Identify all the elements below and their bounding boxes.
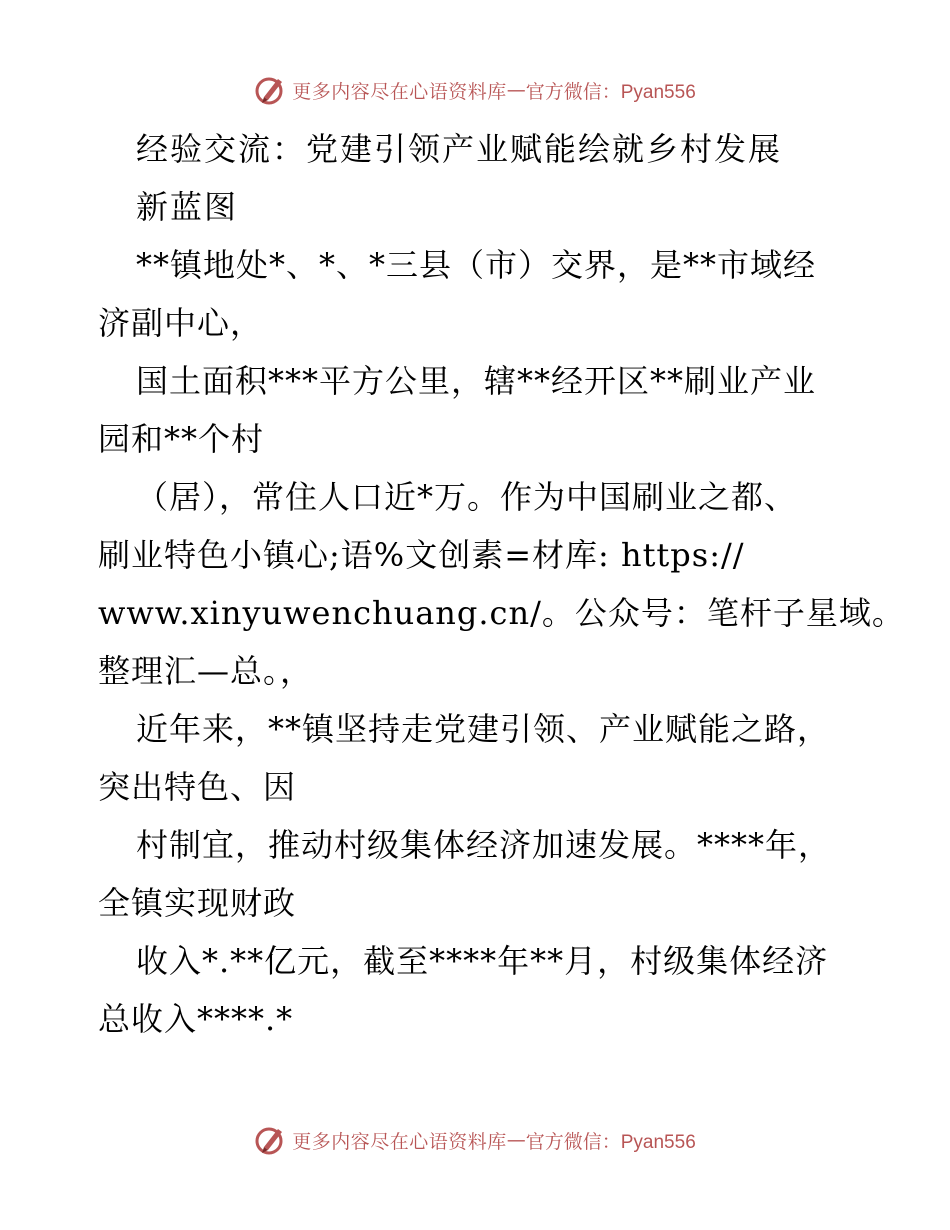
header-banner: [0, 70, 950, 110]
pen-logo-icon: [254, 73, 288, 107]
paragraph-line: 刷业特色小镇心;语%文创素=材库: https://: [98, 536, 745, 574]
paragraph-line: 国土面积***平方公里，辖**经开区**刷业产业: [136, 362, 817, 400]
paragraph-line: 近年来，**镇坚持走党建引领、产业赋能之路，: [136, 710, 831, 748]
paragraph-line: 整理汇—总。，: [98, 652, 314, 690]
paragraph-line: **镇地处*、*、*三县（市）交界，是**市域经: [136, 246, 817, 284]
footer-banner: [0, 1120, 950, 1160]
paragraph-line: （居），常住人口近*万。作为中国刷业之都、: [136, 478, 798, 516]
banner-text: 更多内容尽在心语资料库: [292, 1130, 507, 1153]
paragraph-line: 全镇实现财政: [98, 884, 297, 922]
banner-separator: —: [506, 79, 526, 101]
paragraph-line: www.xinyuwenchuang.cn/。公众号：笔杆子星域。: [98, 594, 905, 632]
banner-separator: —: [506, 1129, 526, 1151]
pen-logo-icon: [254, 1123, 288, 1157]
paragraph-line: 园和**个村: [98, 420, 265, 458]
banner-wechat: 官方微信：Pyan556: [525, 1131, 696, 1153]
document-body: [98, 120, 905, 1048]
paragraph-line: 济副中心，: [98, 304, 264, 342]
paragraph-line: 村制宜，推动村级集体经济加速发展。****年，: [136, 826, 832, 864]
banner-text: 更多内容尽在心语资料库: [292, 80, 507, 103]
paragraph-line: 突出特色、因: [98, 768, 297, 806]
document-title-line-2: 新蓝图: [136, 188, 239, 226]
paragraph-line: 收入*.**亿元，截至****年**月，村级集体经济: [136, 942, 829, 980]
banner-wechat: 官方微信：Pyan556: [525, 81, 696, 103]
paragraph-line: 总收入****.*: [98, 1000, 294, 1038]
document-title-line-1: 经验交流：党建引领产业赋能绘就乡村发展: [136, 130, 783, 168]
